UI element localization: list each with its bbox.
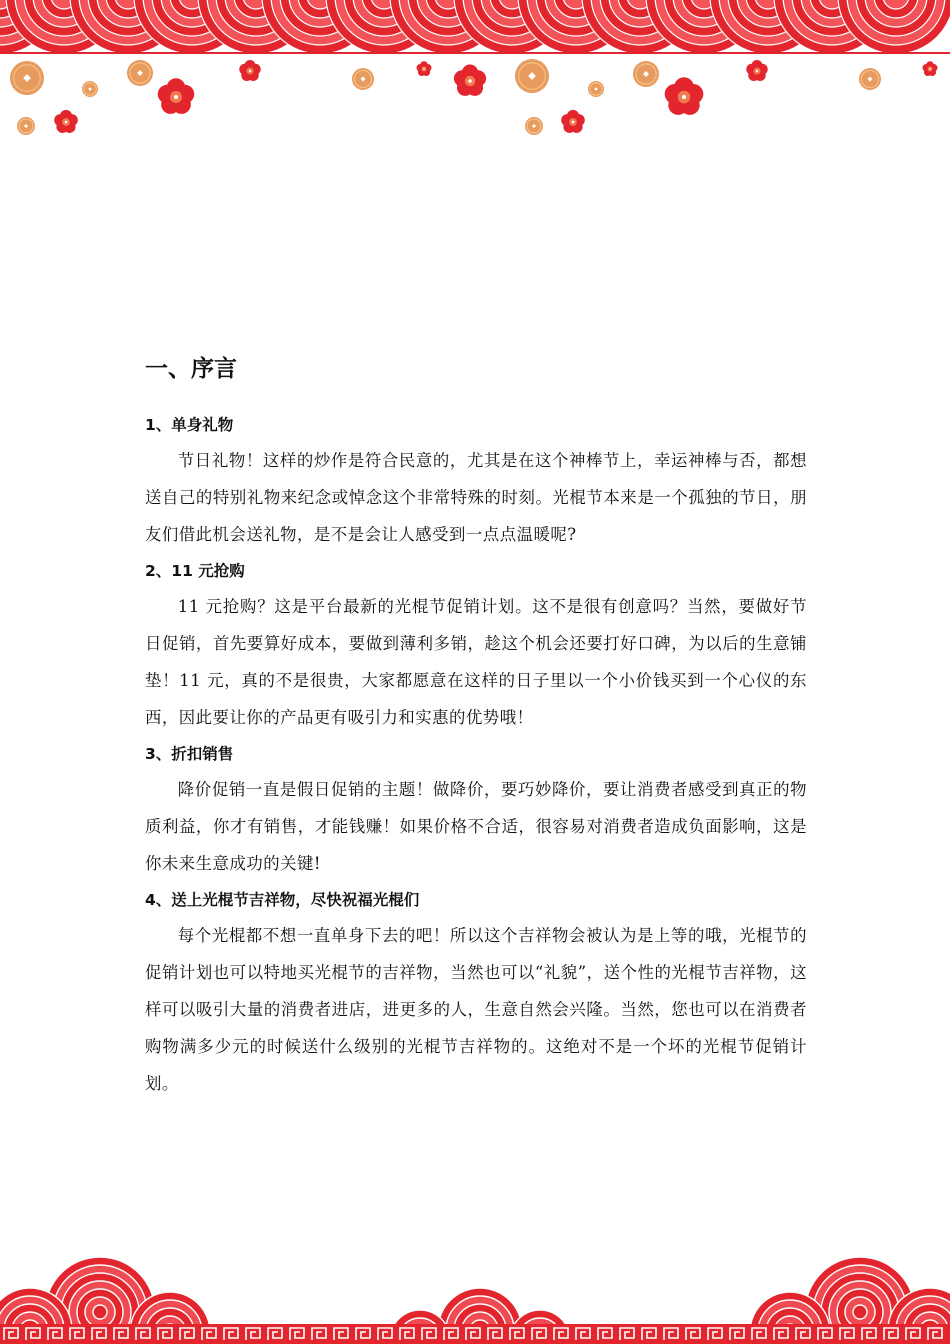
section-title: 一、序言 — [145, 356, 237, 382]
bottom-decorative-border — [0, 1252, 950, 1344]
subheading-1: 1、单身礼物 — [145, 416, 234, 434]
scallop-waves-icon — [0, 0, 950, 54]
paragraph-3: 降价促销一直是假日促销的主题！做降价，要巧妙降价，要让消费者感受到真正的物质利益，你才有销售，才能钱赚！如果价格不合适，很容易对消费者造成负面影响，这是你未来生意成功的关键! — [145, 780, 807, 873]
subheading-4: 4、送上光棍节吉祥物，尽快祝福光棍们 — [145, 891, 420, 909]
coins-and-blossoms-icon — [10, 59, 938, 135]
top-decorative-border — [0, 0, 950, 150]
fret-pattern-icon — [0, 1324, 950, 1344]
subheading-3: 3、折扣销售 — [145, 745, 234, 763]
document-body — [145, 352, 807, 1103]
paragraph-4: 每个光棍都不想一直单身下去的吧！所以这个吉祥物会被认为是上等的哦，光棍节的促销计划也可以特地买光棍节的吉祥物，当然也可以“礼貌”，送个性的光棍节吉祥物，这样可以吸引大量的消费者进店，进更多的人，生意自然会兴隆。当然，您也可以在消费者购物满多少元的时候送什么级别的光棍节吉祥物的。这绝对不是一个坏的光棍节促销计划。 — [145, 926, 807, 1093]
subheading-2: 2、11 元抢购 — [145, 562, 245, 580]
paragraph-1: 节日礼物！这样的炒作是符合民意的，尤其是在这个神棒节上，幸运神棒与否，都想送自己的特别礼物来纪念或悼念这个非常特殊的时刻。光棍节本来是一个孤独的节日，朋友们借此机会送礼物，是不是会让人感受到一点点温暖呢? — [145, 451, 807, 544]
paragraph-2: 11 元抢购？这是平台最新的光棍节促销计划。这不是很有创意吗？当然，要做好节日促销，首先要算好成本，要做到薄利多销，趁这个机会还要打好口碑，为以后的生意铺垫！11 元，真的不是很贵，大家都愿意在这样的日子里以一个小价钱买到一个心仪的东西，因此要让你的产品更有吸引力和实惠的优势哦！ — [145, 597, 807, 727]
